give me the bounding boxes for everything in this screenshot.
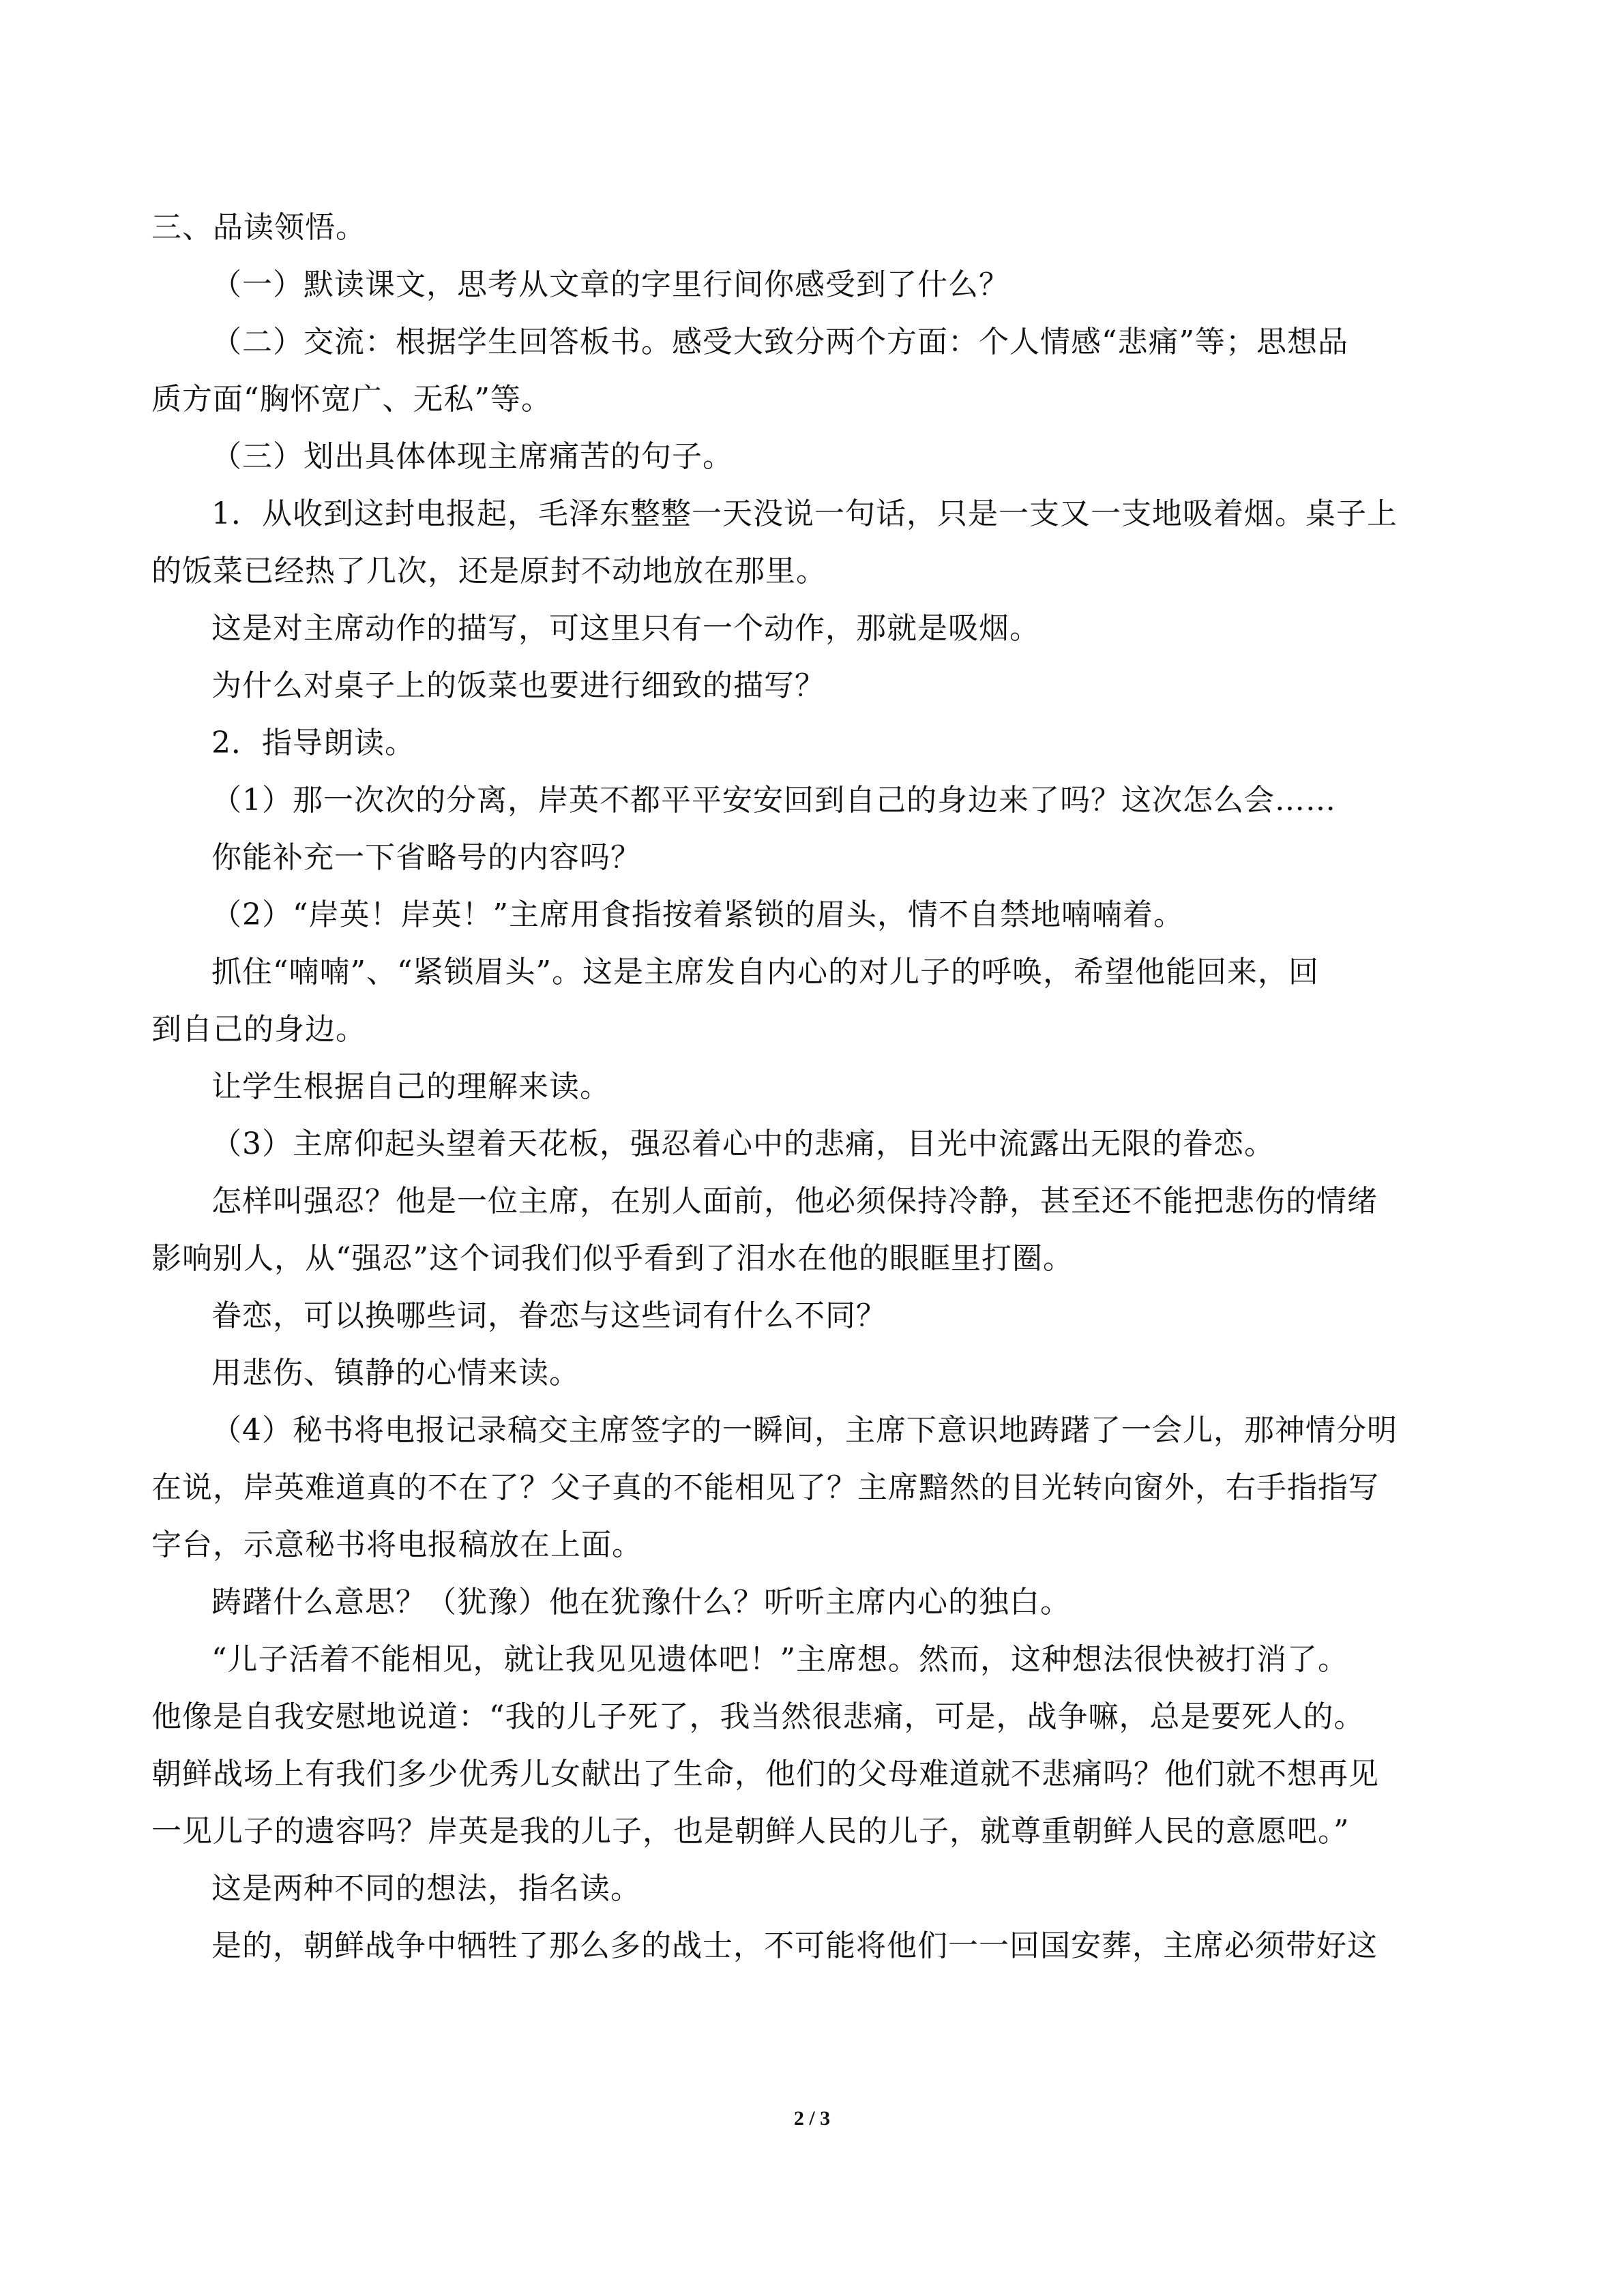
paragraph-line: 1．从收到这封电报起，毛泽东整整一天没说一句话，只是一支又一支地吸着烟。桌子上	[211, 496, 1398, 531]
paragraph-line: （3）主席仰起头望着天花板，强忍着心中的悲痛，目光中流露出无限的眷恋。	[211, 1127, 1275, 1161]
paragraph-line: 的饭菜已经热了几次，还是原封不动地放在那里。	[151, 554, 827, 588]
paragraph-line: 这是对主席动作的描写，可这里只有一个动作，那就是吸烟。	[211, 611, 1040, 646]
paragraph-line: 为什么对桌子上的饭菜也要进行细致的描写？	[211, 668, 825, 703]
paragraph-line: （二）交流：根据学生回答板书。感受大致分两个方面：个人情感“悲痛”等；思想品	[211, 325, 1348, 359]
paragraph-line: 抓住“喃喃”、“紧锁眉头”。这是主席发自内心的对儿子的呼唤，希望他能回来，回	[211, 955, 1319, 989]
section-heading: 三、品读领悟。	[151, 210, 366, 245]
paragraph-line: 在说，岸英难道真的不在了？父子真的不能相见了？主席黯然的目光转向窗外，右手指指写	[151, 1470, 1379, 1505]
paragraph-line: 是的，朝鲜战争中牺牲了那么多的战士，不可能将他们一一回国安葬，主席必须带好这	[211, 1928, 1378, 1963]
paragraph-line: 朝鲜战场上有我们多少优秀儿女献出了生命，他们的父母难道就不悲痛吗？他们就不想再见	[151, 1757, 1379, 1791]
paragraph-line: 踌躇什么意思？（犹豫）他在犹豫什么？听听主席内心的独白。	[211, 1585, 1071, 1620]
paragraph-line: 字台，示意秘书将电报稿放在上面。	[151, 1527, 643, 1562]
paragraph-line: 2．指导朗读。	[211, 726, 415, 760]
paragraph-line: “儿子活着不能相见，就让我见见遗体吧！”主席想。然而，这种想法很快被打消了。	[211, 1642, 1348, 1677]
paragraph-line: 用悲伤、镇静的心情来读。	[211, 1356, 580, 1390]
paragraph-line: 你能补充一下省略号的内容吗？	[211, 840, 641, 875]
paragraph-line: 影响别人，从“强忍”这个词我们似乎看到了泪水在他的眼眶里打圈。	[151, 1241, 1074, 1276]
page-number: 2 / 3	[793, 2107, 831, 2130]
paragraph-line: （4）秘书将电报记录稿交主席签字的一瞬间，主席下意识地踌躇了一会儿，那神情分明	[211, 1413, 1398, 1448]
paragraph-line: 这是两种不同的想法，指名读。	[211, 1871, 641, 1906]
paragraph-line: （1）那一次次的分离，岸英不都平平安安回到自己的身边来了吗？这次怎么会……	[211, 783, 1336, 818]
paragraph-line: （一）默读课文，思考从文章的字里行间你感受到了什么？	[211, 267, 1009, 302]
document-body	[151, 199, 1488, 1975]
paragraph-line: 让学生根据自己的理解来读。	[211, 1069, 610, 1104]
paragraph-line: （2）“岸英！岸英！”主席用食指按着紧锁的眉头，情不自禁地喃喃着。	[211, 897, 1184, 932]
paragraph-line: 到自己的身边。	[151, 1012, 366, 1047]
paragraph-line: 质方面“胸怀宽广、无私”等。	[151, 382, 552, 417]
paragraph-line: 怎样叫强忍？他是一位主席，在别人面前，他必须保持冷静，甚至还不能把悲伤的情绪	[211, 1184, 1378, 1219]
paragraph-line: （三）划出具体体现主席痛苦的句子。	[211, 439, 733, 474]
paragraph-line: 一见儿子的遗容吗？岸英是我的儿子，也是朝鲜人民的儿子，就尊重朝鲜人民的意愿吧。”	[151, 1814, 1350, 1849]
paragraph-line: 他像是自我安慰地说道：“我的儿子死了，我当然很悲痛，可是，战争嘛，总是要死人的。	[151, 1699, 1365, 1734]
paragraph-line: 眷恋，可以换哪些词，眷恋与这些词有什么不同？	[211, 1298, 887, 1333]
